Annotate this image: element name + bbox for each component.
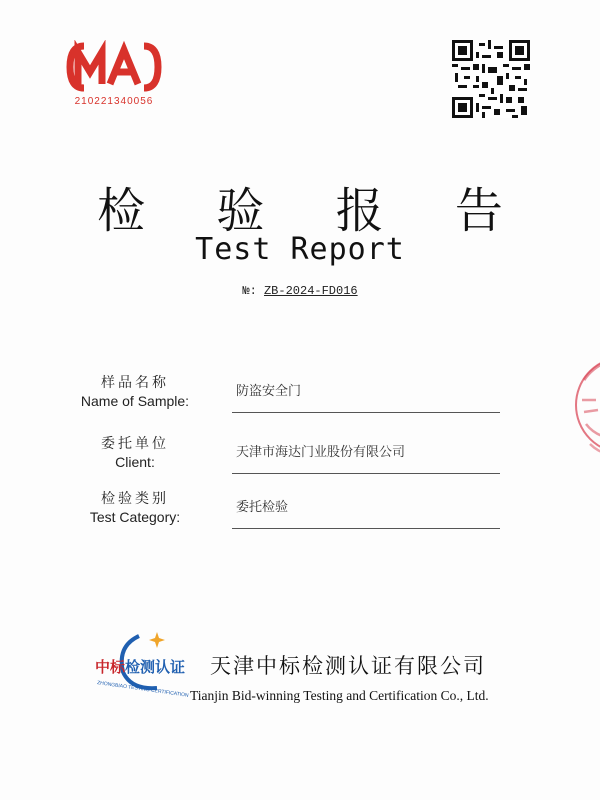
field-sample-name	[80, 372, 500, 416]
field-underline	[232, 412, 500, 413]
page-title-en: Test Report	[195, 232, 405, 267]
field-label	[50, 372, 220, 409]
svg-text:中标检测认证: 中标检测认证	[95, 658, 186, 676]
field-underline	[232, 528, 500, 529]
qr-code-icon	[452, 40, 530, 118]
company-name-cn: 天津中标检测认证有限公司	[210, 654, 486, 678]
report-number-value: ZB-2024-FD016	[263, 284, 358, 298]
field-label-cn: 检验类别	[101, 491, 169, 507]
field-client	[90, 433, 500, 477]
svg-text:ZHONGBIAO TESTING CERTIFICATIO: ZHONGBIAO TESTING CERTIFICATION	[96, 680, 189, 698]
seal-stamp-icon	[562, 340, 600, 470]
company-logo-icon	[93, 628, 201, 698]
cma-logo	[66, 40, 162, 107]
company-name-en: Tianjin Bid-winning Testing and Certification Co., Ltd.	[190, 688, 489, 703]
field-test-category	[90, 488, 500, 532]
field-underline	[232, 473, 500, 474]
field-label-cn: 样品名称	[101, 375, 169, 391]
field-value: 防盗安全门	[236, 384, 302, 399]
qr-code	[452, 40, 530, 118]
report-number-prefix: №:	[242, 284, 257, 298]
field-label-cn: 委托单位	[101, 436, 169, 452]
page-title-cn: 检 验 报 告	[97, 183, 531, 239]
field-label-en: Test Category:	[89, 509, 181, 525]
field-label	[50, 433, 220, 470]
field-label	[50, 488, 220, 525]
cma-logo-icon	[66, 40, 162, 94]
seal-stamp	[562, 340, 600, 470]
company-logo	[93, 628, 201, 698]
field-value: 天津市海达门业股份有限公司	[236, 445, 406, 460]
field-label-en: Client:	[115, 454, 155, 470]
field-label-en: Name of Sample:	[80, 393, 190, 409]
field-value: 委托检验	[236, 500, 289, 515]
cma-number: 210221340056	[74, 96, 154, 107]
report-number	[0, 284, 600, 298]
